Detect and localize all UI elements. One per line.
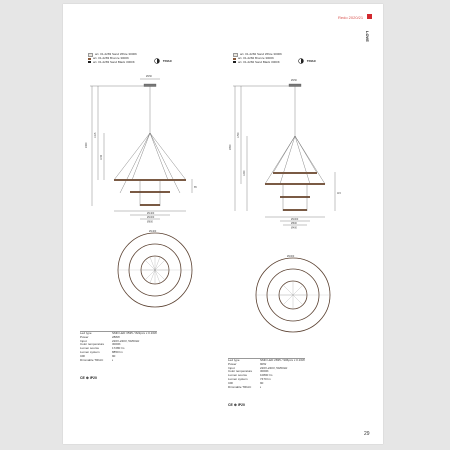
spec-row: Lumen system 8850 lm <box>80 349 123 354</box>
spec-row: Dimmable TRIAC ◐ <box>228 384 262 389</box>
dim-cable-height: 1315 <box>94 132 97 138</box>
right-article-item: art. 01-2282 Sand White 3000K <box>233 53 282 57</box>
dim-body-height: 1150 <box>100 154 103 160</box>
dim-canopy: Ø150 <box>146 75 152 78</box>
dim-ring3: Ø1400 <box>147 212 155 215</box>
spec-row: Dimmable TRIAC ◐ <box>80 357 114 362</box>
right-triac-badge: TRIAC <box>298 58 316 64</box>
left-article-item: art. 01-2283 Bronze 3000K <box>88 57 137 61</box>
dim-canopy: Ø150 <box>291 79 297 82</box>
right-spec-table <box>228 358 305 389</box>
right-certification-marks: CE ⊕ IP20 <box>228 403 245 407</box>
dim-total-height: 2950 <box>229 144 232 150</box>
spec-row: CRI 90 <box>80 353 116 358</box>
color-swatch <box>233 61 236 63</box>
catalog-edition: Redo 2020/21 <box>338 15 364 20</box>
plan-dim-ring3: Ø1400 <box>149 230 157 233</box>
dim-h2: 85 <box>194 186 197 189</box>
right-article-item: art. 01-2282 Sand Black 3000K <box>233 61 282 65</box>
left-article-list <box>88 53 137 64</box>
left-plan-view <box>115 230 195 310</box>
spec-row: Power 90W <box>228 361 267 366</box>
brand-accent-square <box>367 14 372 19</box>
plan-dim-ring3: Ø1000 <box>287 255 295 258</box>
spec-row: Color temperature 3000K <box>228 369 269 374</box>
color-swatch <box>88 61 91 63</box>
dim-ring1: Ø600 <box>147 220 153 224</box>
left-elevation-drawing <box>80 75 210 224</box>
right-plan-view <box>253 255 333 335</box>
dim-ring1: Ø400 <box>291 226 297 230</box>
spec-row: Input 220V-240V, 50/60Hz <box>228 365 288 370</box>
color-swatch <box>88 58 91 60</box>
dim-ring2: Ø1000 <box>147 216 155 219</box>
dim-cable-height: 1750 <box>237 132 240 138</box>
right-article-list <box>233 53 282 64</box>
spec-row: Input 220V-240V, 50/60Hz <box>80 338 140 343</box>
spec-row: Led type SMD LED 3535 / 822pcs x 0.16W <box>80 331 157 335</box>
dim-h2: 115 <box>337 192 341 195</box>
spec-row: Lumen source 17280 lm <box>80 346 125 351</box>
left-article-item: art. 01-2283 Sand Black 3000K <box>88 61 137 65</box>
spec-row: CRI 90 <box>228 380 264 385</box>
spec-row: Color temperature 3000K <box>80 342 121 347</box>
spec-row: Power 288W <box>80 334 120 339</box>
dim-total-height: 2000 <box>85 142 88 148</box>
dim-ring3: Ø1000 <box>291 218 299 221</box>
page-number: 29 <box>364 431 370 437</box>
left-certification-marks: CE ⊕ IP20 <box>80 376 97 380</box>
left-article-item: art. 01-2283 Sand White 3000K <box>88 53 137 57</box>
color-swatch <box>233 58 236 60</box>
dim-ring2: Ø600 <box>291 222 297 225</box>
spec-row: Lumen system 7470 lm <box>228 376 271 381</box>
dim-body-height: 1200 <box>243 170 246 176</box>
dimmer-icon <box>154 58 162 64</box>
spec-row: Led type SMD LED 2835 / 906pcs x 0.16W <box>228 358 305 362</box>
right-elevation-drawing <box>225 78 355 233</box>
collection-side-label: LOVE <box>365 31 370 42</box>
left-triac-badge: TRIAC <box>154 58 172 64</box>
dimmer-icon <box>298 58 306 64</box>
right-article-item: art. 01-2282 Bronze 3000K <box>233 57 282 61</box>
spec-row: Lumen source 10800 lm <box>228 373 273 378</box>
left-spec-table <box>80 331 157 362</box>
